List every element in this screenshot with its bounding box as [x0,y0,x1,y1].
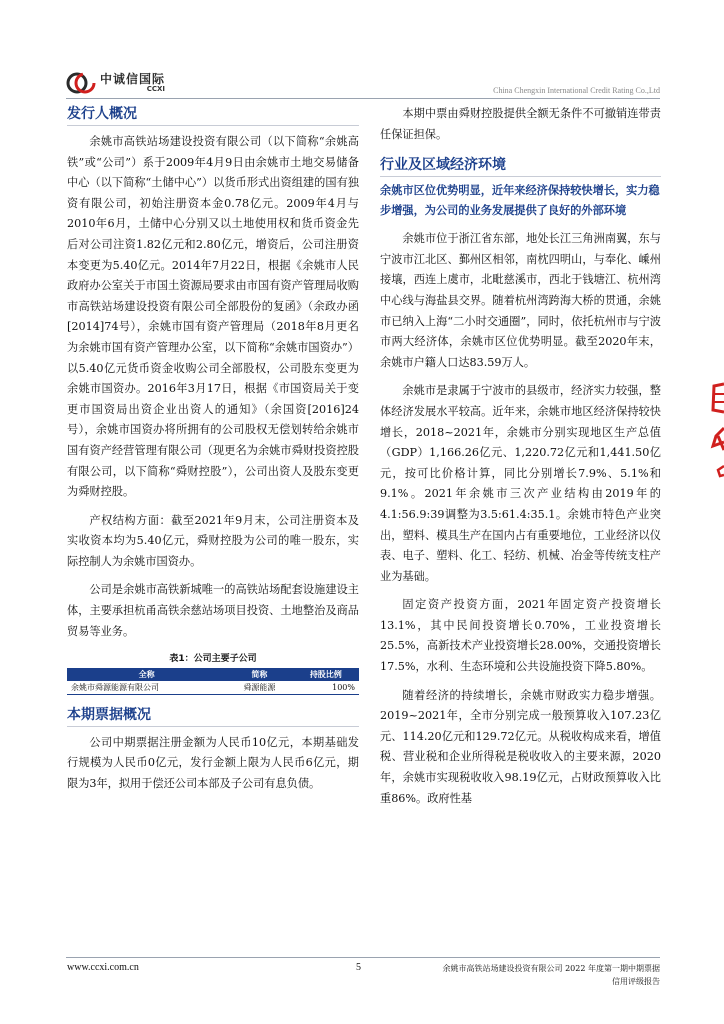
logo-en-text: CCXI [146,85,166,93]
guarantee-paragraph: 本期中票由舜财控股提供全额无条件不可撤销连带责任保证担保。 [380,107,661,141]
header-company-name: China Chengxin International Credit Rating Co.,Ltd [493,86,660,95]
industry-paragraph-2: 余姚市是隶属于宁波市的县级市，经济实力较强，整体经济发展水平较高。近年来，余姚市地区经济保持较快增长，2018~2021年，余姚市分别实现地区生产总值（GDP）1,166.26亿元、1,220.72亿元和1,441.50亿元，按可比价格计算，同比分别增长7.9%、5.1%和9.1%。2021年余姚市三次产业结构由2019年的4.1:56.9:39调整为3.5:61.4:35.1。余姚市特色产业突出，塑料、模具生产在国内占有重要地位，工业经济以仪表、电子、塑料、化工、轻纺、机械、冶金等传统支柱产业为基础。 [380,384,661,583]
right-column [380,104,661,809]
table-cell-shortname: 舜源能源 [226,681,292,694]
table-row [67,681,359,694]
industry-subheading: 余姚市区位优势明显，近年来经济保持较快增长，实力稳步增强，为公司的业务发展提供了良好的外部环境 [380,184,660,218]
footer-document-title [396,962,660,988]
ccxi-logo-icon [66,72,96,94]
issuer-paragraph-1: 余姚市高铁站场建设投资有限公司（以下简称“余姚高铁”或“公司”）系于2009年4月9日由余姚市土地交易储备中心（以下简称“土储中心”）以货币形式出资组建的国有独资有限公司，初始注册资本金0.78亿元。2009年4月与2010年6月，土储中心分别又以土地使用权和货币资金先后对公司注资1.82亿元和2.80亿元，增资后，公司注册资本变更为5.40亿元。2014年7月22日，根据《余姚市人民政府办公室关于市国土资源局要求由市国有资产管理局收购市高铁站场建设投资有限公司全部股份的复函》（余政办函[2014]74号），余姚市国有资产管理局（2018年8月更名为余姚市国有资产管理办公室，以下简称“余姚市国资办”）以5.40亿元货币资金收购公司全部股权，公司股东变更为余姚市国资办。2016年3月17日，根据《市国资局关于变更市国资局出资企业出资人的通知》（余国资[2016]24号），余姚市国资办将所拥有的公司股权无偿划转给余姚市国有资产经营管理有限公司（现更名为余姚市舜财投资控股有限公司，以下简称“舜财控股”），公司出资人及股东变更为舜财控股。 [67,135,359,499]
industry-paragraph-1: 余姚市位于浙江省东部，地处长江三角洲南翼，东与宁波市江北区、鄞州区相邻，南枕四明山，与奉化、嵊州接壤，西连上虞市，北毗慈溪市，西北于钱塘江、杭州湾中心线与海盐县交界。随着杭州湾跨海大桥的贯通，余姚市已纳入上海“二小时交通圈”，同时，依托杭州市与宁波市两大经济体，余姚市区位优势明显。截至2020年末，余姚市户籍人口达83.59万人。 [380,232,661,369]
table-header-shortname: 简称 [226,668,292,681]
footer-divider [66,957,660,958]
notes-overview-heading: 本期票据概况 [67,705,359,725]
page-header [66,72,660,100]
issuer-paragraph-2: 产权结构方面：截至2021年9月末，公司注册资本及实收资本均为5.40亿元，舜财控股为公司的唯一股东，实际控制人为余姚市国资办。 [67,513,359,568]
table-header-fullname: 全称 [67,668,226,681]
table-header-row [67,668,359,681]
footer-doc-line-2: 信用评级报告 [612,977,660,986]
issuer-paragraph-3: 公司是余姚市高铁新城唯一的高铁站场配套设施建设主体，主要承担杭甬高铁余慈站场项目投资、土地整治及商品贸易等业务。 [67,583,359,638]
table-cell-fullname: 余姚市舜源能源有限公司 [67,681,226,694]
footer-website: www.ccxi.com.cn [67,962,139,973]
industry-heading: 行业及区域经济环境 [380,155,661,175]
table-cell-share: 100% [293,681,359,694]
left-column [67,104,359,795]
table-header-share: 持股比例 [293,668,359,681]
industry-paragraph-3: 固定资产投资方面，2021年固定资产投资增长13.1%，其中民间投资增长0.70%，工业投资增长25.5%，高新技术产业投资增长28.00%，交通投资增长17.5%，水利、生态环境和公共设施投资下降5.80%。 [380,598,661,674]
notes-paragraph-1: 公司中期票据注册金额为人民币10亿元，本期基础发行规模为人民币0亿元，发行金额上限为人民币6亿元，期限为3年，拟用于偿还公司本部及子公司有息负债。 [67,735,359,790]
red-seal-stamp [710,380,724,480]
industry-paragraph-4: 随着经济的持续增长，余姚市财政实力稳步增强。2019~2021年，全市分别完成一般预算收入107.23亿元、114.20亿元和129.72亿元。从税收构成来看，增值税、营业税和企业所得税是税收收入的主要来源，2020年，余姚市实现税收收入98.19亿元，占财政预算收入比重86%。政府性基 [380,688,661,805]
issuer-overview-heading: 发行人概况 [67,104,359,124]
logo-cn-text: 中诚信国际 [100,72,166,86]
table-caption: 表1：公司主要子公司 [169,654,257,665]
footer-doc-line-1: 余姚市高铁站场建设投资有限公司 2022 年度第一期中期票据 [442,964,660,973]
page-number: 5 [356,962,361,973]
ccxi-logo [66,72,165,94]
header-divider [66,98,660,99]
subsidiaries-table [67,668,359,695]
